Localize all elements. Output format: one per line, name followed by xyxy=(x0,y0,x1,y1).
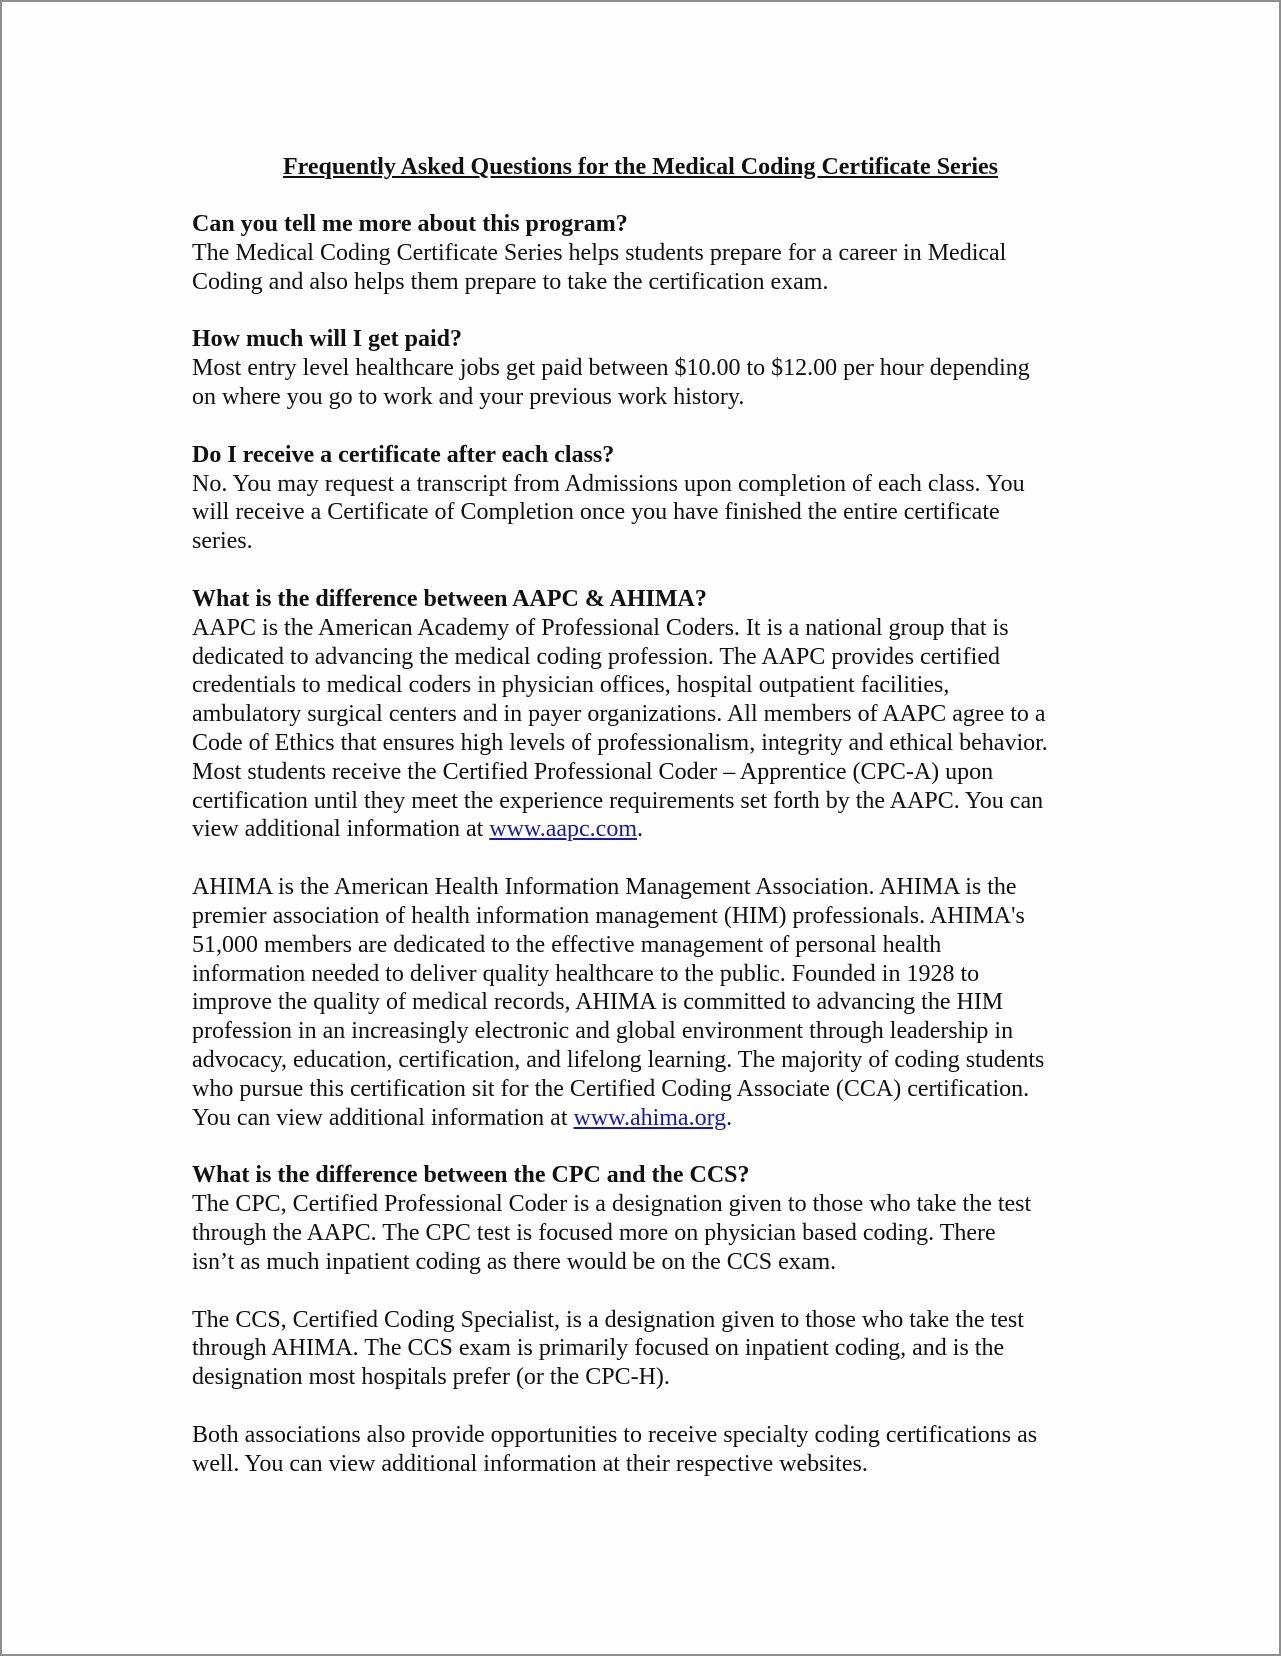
document-title: Frequently Asked Questions for the Medical Coding Certificate Series xyxy=(282,154,999,180)
answer-line xyxy=(192,1104,1102,1133)
answer-line: well. You can view additional information at their respective websites. xyxy=(192,1450,868,1477)
answer-line: Both associations also provide opportunities to receive specialty coding certifications as xyxy=(192,1421,1038,1448)
answer-line: series. xyxy=(192,528,253,555)
aapc-website-link[interactable]: www.aapc.com xyxy=(489,816,637,843)
answer-line: The Medical Coding Certificate Series helps students prepare for a career in Medical xyxy=(192,239,1007,266)
line-text: view additional information at xyxy=(192,816,490,843)
answer-line: The CCS, Certified Coding Specialist, is a designation given to those who take the test xyxy=(192,1306,1024,1333)
answer-line: improve the quality of medical records, AHIMA is committed to advancing the HIM xyxy=(192,989,1004,1016)
ahima-website-link[interactable]: www.ahima.org xyxy=(573,1104,727,1131)
line-text: . xyxy=(636,816,643,843)
faq-section-program xyxy=(192,210,1102,296)
answer-line: dedicated to advancing the medical coding profession. The AAPC provides certified xyxy=(192,643,1000,670)
answer-line: credentials to medical coders in physician offices, hospital outpatient facilities, xyxy=(192,672,950,699)
answer-line: on where you go to work and your previous work history. xyxy=(192,383,745,410)
answer-line: profession in an increasingly electronic and global environment through leadership in xyxy=(192,1018,1014,1045)
answer-line: Code of Ethics that ensures high levels of professionalism, integrity and ethical behavior. xyxy=(192,729,1048,756)
faq-content xyxy=(192,210,1102,1507)
answer-line: designation most hospitals prefer (or the CPC-H). xyxy=(192,1364,670,1391)
answer-line: who pursue this certification sit for the Certified Coding Associate (CCA) certification. xyxy=(192,1075,1030,1102)
faq-section-ahima xyxy=(192,873,1102,1132)
answer-line: AHIMA is the American Health Information Management Association. AHIMA is the xyxy=(192,874,1017,901)
answer-line: advocacy, education, certification, and lifelong learning. The majority of coding students xyxy=(192,1046,1045,1073)
faq-section-ccs xyxy=(192,1306,1102,1392)
faq-section-certificate xyxy=(192,441,1102,556)
answer-line: Coding and also helps them prepare to take the certification exam. xyxy=(192,268,829,295)
answer-line: information needed to deliver quality healthcare to the public. Founded in 1928 to xyxy=(192,960,980,987)
faq-question: What is the difference between AAPC & AHIMA? xyxy=(192,585,707,612)
answer-line: certification until they meet the experience requirements set forth by the AAPC. You can xyxy=(192,787,1044,814)
faq-question: Do I receive a certificate after each class? xyxy=(192,441,615,468)
faq-section-cpc-ccs xyxy=(192,1161,1102,1276)
faq-question: Can you tell me more about this program? xyxy=(192,211,628,237)
answer-line: through AHIMA. The CCS exam is primarily focused on inpatient coding, and is the xyxy=(192,1335,1005,1362)
faq-section-aapc-ahima xyxy=(192,585,1102,844)
answer-line: Most students receive the Certified Professional Coder – Apprentice (CPC-A) upon xyxy=(192,758,994,785)
answer-line: 51,000 members are dedicated to the effective management of personal health xyxy=(192,931,942,958)
answer-line: ambulatory surgical centers and in payer organizations. All members of AAPC agree to a xyxy=(192,701,1046,728)
answer-line: AAPC is the American Academy of Professional Coders. It is a national group that is xyxy=(192,614,1009,641)
line-text: You can view additional information at xyxy=(192,1104,574,1131)
answer-line: will receive a Certificate of Completion once you have finished the entire certificate xyxy=(192,499,1000,526)
faq-question: How much will I get paid? xyxy=(192,326,463,353)
line-text: . xyxy=(726,1104,733,1131)
answer-line: isn’t as much inpatient coding as there would be on the CCS exam. xyxy=(192,1248,837,1275)
faq-section-specialty xyxy=(192,1421,1102,1479)
answer-line xyxy=(192,815,1102,844)
answer-line: Most entry level healthcare jobs get paid between $10.00 to $12.00 per hour depending xyxy=(192,355,1030,382)
faq-section-pay xyxy=(192,325,1102,411)
answer-line: through the AAPC. The CPC test is focused more on physician based coding. There xyxy=(192,1219,996,1246)
answer-line: The CPC, Certified Professional Coder is a designation given to those who take the test xyxy=(192,1191,1032,1218)
answer-line: premier association of health information management (HIM) professionals. AHIMA's xyxy=(192,902,1025,929)
answer-line: No. You may request a transcript from Admissions upon completion of each class. You xyxy=(192,470,1025,497)
faq-question: What is the difference between the CPC and the CCS? xyxy=(192,1162,750,1189)
